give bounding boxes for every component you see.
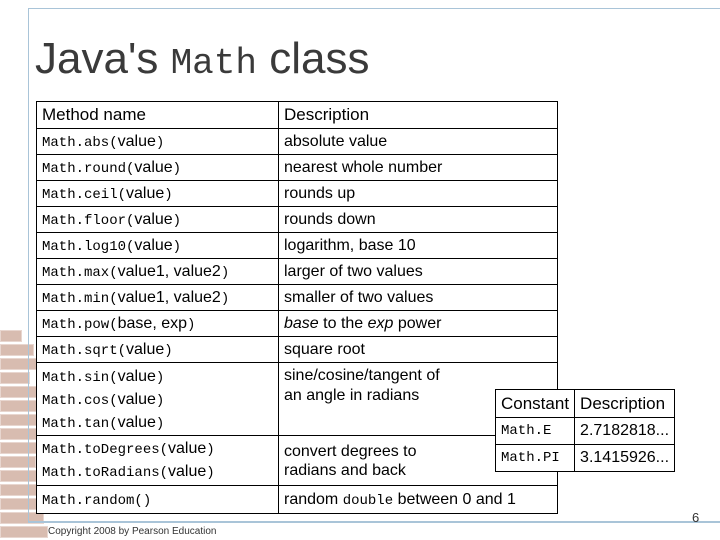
method-close: ): [172, 160, 182, 177]
method-desc: rounds up: [279, 181, 558, 207]
frame-line-bottom: [28, 521, 720, 523]
header-description: Description: [279, 102, 558, 129]
header-constant: Constant: [496, 390, 575, 418]
method-desc: larger of two values: [279, 259, 558, 285]
method-args: value: [126, 340, 165, 358]
method-name: Math.cos(: [42, 393, 118, 409]
method-close: ): [155, 370, 165, 386]
convert-line: [42, 461, 273, 484]
method-name-cell: [37, 207, 279, 233]
method-desc: rounds down: [279, 207, 558, 233]
method-name: Math.pow(: [42, 316, 118, 333]
method-name-cell: [37, 233, 279, 259]
method-close: ): [206, 441, 215, 458]
method-name: Math.min(: [42, 290, 118, 307]
method-desc: nearest whole number: [279, 155, 558, 181]
frame-line-top: [28, 8, 720, 9]
method-name: Math.tan(: [42, 416, 118, 432]
method-close: ): [172, 238, 182, 255]
methods-header-row: [37, 102, 558, 129]
method-close: ): [220, 264, 230, 281]
method-row: [37, 337, 558, 363]
method-name: Math.abs(: [42, 134, 118, 151]
desc-base: base: [284, 314, 319, 332]
desc-tail: power: [393, 314, 442, 332]
method-row: [37, 259, 558, 285]
page-number: 6: [692, 510, 700, 525]
method-row-random: [37, 486, 558, 514]
method-close: ): [155, 393, 165, 409]
trig-desc-line1: sine/cosine/tangent of: [284, 367, 440, 384]
method-name: Math.toRadians(: [42, 464, 169, 481]
method-close: ): [220, 290, 230, 307]
constants-header-row: [496, 390, 675, 418]
random-desc-pre: random: [284, 490, 343, 508]
method-row: [37, 155, 558, 181]
method-name-cell: [37, 486, 279, 514]
method-desc: absolute value: [279, 129, 558, 155]
method-desc: logarithm, base 10: [279, 233, 558, 259]
constants-table: [495, 389, 675, 472]
copyright-text: Copyright 2008 by Pearson Education: [48, 526, 217, 537]
method-name: Math.sqrt(: [42, 342, 127, 359]
method-name-cell: [37, 311, 279, 337]
method-row-trig: [37, 363, 558, 436]
method-row: [37, 233, 558, 259]
method-row: [37, 129, 558, 155]
method-name: Math.log10(: [42, 238, 135, 255]
method-name: Math.round(: [42, 160, 135, 177]
method-args: value: [134, 210, 173, 228]
method-row: [37, 285, 558, 311]
method-args: base, exp: [117, 314, 188, 332]
convert-method-cell: [37, 436, 279, 486]
slide-title: [35, 34, 369, 84]
method-close: ): [164, 342, 173, 359]
method-name-cell: [37, 259, 279, 285]
trig-line: [42, 412, 273, 435]
constant-value: 2.7182818...: [575, 418, 675, 445]
convert-desc-line2: radians and back: [284, 461, 406, 479]
constant-row: [496, 445, 675, 472]
method-row: [37, 207, 558, 233]
method-args: value: [168, 462, 207, 480]
method-args: value: [117, 368, 156, 385]
method-desc: [279, 311, 558, 337]
method-name: Math.max(: [42, 264, 118, 281]
method-desc: smaller of two values: [279, 285, 558, 311]
constant-name: Math.E: [496, 418, 575, 445]
random-desc-code: double: [342, 492, 394, 509]
method-name-cell: [37, 285, 279, 311]
desc-exp: exp: [367, 314, 394, 332]
constant-value: 3.1415926...: [575, 445, 675, 472]
method-name: Math.floor(: [42, 212, 135, 229]
method-name-cell: [37, 337, 279, 363]
random-desc-post: between 0 and 1: [393, 490, 516, 508]
method-name-cell: [37, 181, 279, 207]
convert-desc-line1: convert degrees to: [284, 442, 417, 460]
method-args: value: [134, 158, 173, 176]
method-name: Math.sin(: [42, 370, 118, 386]
method-args: value1, value2: [117, 262, 221, 280]
method-name-cell: [37, 155, 279, 181]
method-args: value: [168, 439, 207, 457]
method-args: value: [134, 236, 173, 254]
constant-name: Math.PI: [496, 445, 575, 472]
trig-method-cell: [37, 363, 279, 436]
method-args: value: [126, 184, 165, 202]
trig-line: [42, 366, 273, 389]
method-row-convert: [37, 436, 558, 486]
desc-mid: to the: [318, 314, 368, 332]
trig-desc-line2: an angle in radians: [284, 387, 420, 404]
method-name-cell: [37, 129, 279, 155]
method-name: Math.random(): [42, 492, 152, 509]
method-name: Math.ceil(: [42, 186, 127, 203]
method-args: value: [117, 414, 156, 431]
header-method-name: Method name: [37, 102, 279, 129]
title-code: Math: [170, 43, 257, 84]
method-close: ): [155, 134, 165, 151]
constant-row: [496, 418, 675, 445]
header-constant-description: Description: [575, 390, 675, 418]
method-desc: square root: [279, 337, 558, 363]
random-desc-cell: [279, 486, 558, 514]
title-prefix: Java's: [35, 34, 159, 83]
method-close: ): [187, 316, 196, 333]
frame-line-left: [28, 8, 29, 523]
method-args: value1, value2: [117, 288, 221, 306]
method-close: ): [172, 212, 182, 229]
method-args: value: [117, 391, 156, 408]
method-close: ): [164, 186, 173, 203]
method-name: Math.toDegrees(: [42, 441, 169, 458]
method-close: ): [206, 464, 215, 481]
method-close: ): [155, 416, 165, 432]
methods-table: [36, 101, 558, 514]
method-args: value: [117, 132, 156, 150]
convert-line: [42, 438, 273, 461]
method-row: [37, 181, 558, 207]
method-row: [37, 311, 558, 337]
title-suffix: class: [269, 34, 370, 83]
trig-line: [42, 389, 273, 412]
